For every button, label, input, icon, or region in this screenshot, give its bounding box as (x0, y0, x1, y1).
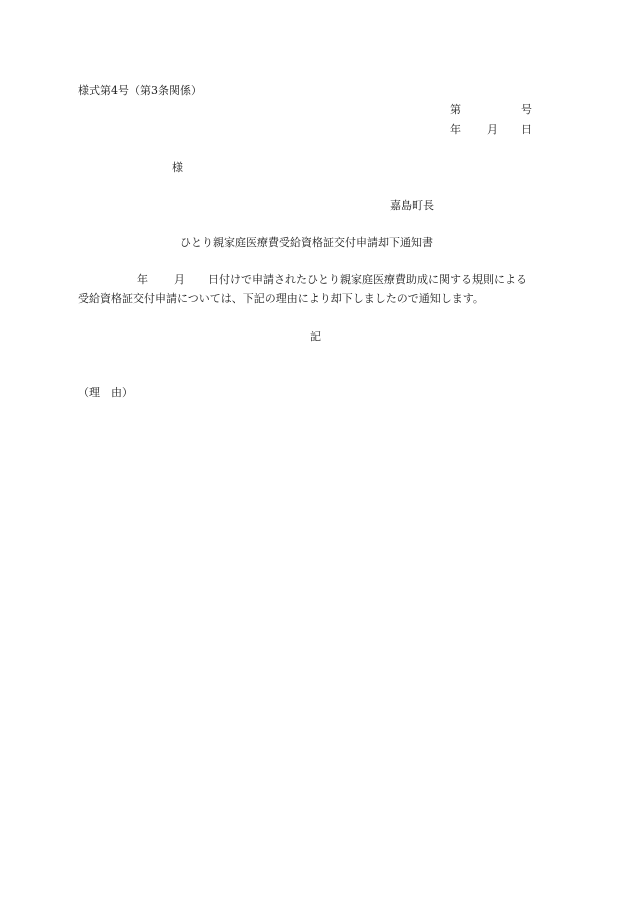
date-year: 年 (450, 123, 461, 136)
date-month: 月 (487, 123, 498, 136)
body-line2-text: 受給資格証交付申請については、下記の理由により却下しましたので通知します。 (78, 292, 484, 305)
issuer-name: 嘉島町長 (390, 199, 434, 212)
document-number-prefix: 第 (450, 103, 461, 116)
reason-label: （理 由） (78, 386, 133, 399)
body-line1-text: 日付けで申請されたひとり親家庭医療費助成に関する規則による (208, 273, 527, 286)
date-day: 日 (521, 123, 532, 136)
document-title: ひとり親家庭医療費受給資格証交付申請却下通知書 (180, 236, 433, 249)
body-year: 年 (137, 273, 148, 286)
document-number-suffix: 号 (521, 103, 532, 116)
form-label: 様式第4号（第3条関係） (78, 84, 202, 97)
addressee-suffix: 様 (172, 161, 183, 174)
body-month: 月 (174, 273, 185, 286)
ki-heading: 記 (310, 330, 321, 343)
